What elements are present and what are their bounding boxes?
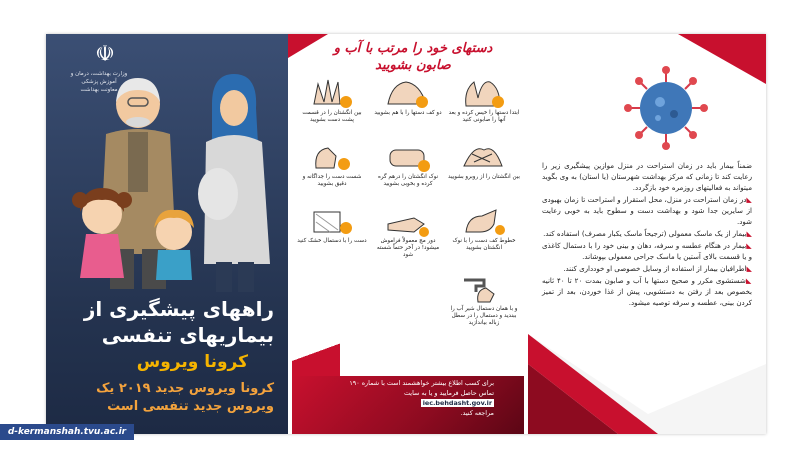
step-text: شست دست را جداگانه و دقیق بشویید: [302, 174, 362, 187]
close-tap-icon: [460, 272, 506, 306]
step-2: [372, 76, 444, 138]
handwashing-panel: [288, 34, 528, 434]
handwashing-title: دستهای خود را مرتب با آب و صابون بشویید: [333, 41, 493, 73]
step-text: ابتدا دستها را خیس کرده و بعد آنها را صابونی کنید: [448, 110, 520, 123]
iran-emblem-icon: ☫: [95, 42, 115, 67]
tip-4: اطرافیان بیمار از استفاده از وسایل خصوصی او خودداری کنند.: [563, 264, 747, 273]
step-3: [296, 76, 368, 138]
headline: راههای پیشگیری از بیماریهای تنفسی: [83, 297, 274, 347]
coronavirus-icon: [624, 66, 708, 150]
step-text: نوک انگشتان را درهم گره کرده و بخوبی بشویید: [377, 174, 439, 187]
thumb-wash-icon: [308, 140, 354, 174]
tip-2: بیمار از یک ماسک معمولی (ترجیحاً ماسک یکبار مصرف) استفاده کند.: [543, 229, 747, 238]
step-1: [448, 76, 520, 138]
step-text: و با همان دستمال شیر آب را ببندید و دستمال را در سطل زباله بیاندازید: [450, 306, 518, 326]
bullet-icon: ◣: [746, 229, 752, 238]
cover-panel: [46, 34, 288, 434]
palms-icon: [384, 76, 430, 110]
tip-0: ضمناً بیمار باید در زمان استراحت در منزل موازین پیشگیری زیر را رعایت کند تا زمانی که مرکز بهداشت شهرستان (یا استان) به وی بگوید میتواند به فعالیتهای روزمره خود بازگردد.: [542, 161, 752, 192]
step-text: دست را با دستمال خشک کنید: [297, 238, 367, 244]
step-text: خطوط کف دست را با نوک انگشتان بشویید: [452, 238, 516, 251]
step-8: [372, 204, 444, 266]
tip-5: شستشوی مکرر و صحیح دستها با آب و صابون بمدت ۲۰ تا ۴۰ ثانیه بخصوص بعد از رفتن به دستشویی، پیش از غذا خوردن، بعد از تمیز کردن بینی، عطسه و سرفه توصیه میشود.: [542, 276, 752, 307]
step-5: [372, 140, 444, 202]
tip-1: در زمان استراحت در منزل، محل استقرار و استراحت تا زمان بهبودی از سایرین جدا شود و بهداشت دست و سطوح باید به خوبی رعایت شود.: [542, 195, 752, 226]
website-link[interactable]: iec.behdasht.gov.ir: [422, 399, 492, 407]
family-illustration: [66, 64, 276, 294]
contact-line-2: تماس حاصل فرمایید و یا به سایت: [404, 389, 494, 397]
step-10: [448, 272, 524, 334]
bullet-icon: ◣: [745, 276, 752, 285]
step-4: [448, 140, 520, 202]
bullet-icon: ◣: [746, 195, 752, 204]
back-of-hand-icon: [308, 76, 354, 110]
bullet-icon: ◣: [746, 264, 752, 273]
step-text: دو کف دستها را با هم بشویید: [374, 110, 442, 116]
corona-title: کرونا ویروس: [136, 352, 248, 372]
step-6: [296, 140, 368, 202]
contact-box: [292, 376, 524, 434]
source-url-strip[interactable]: d-kermanshah.tvu.ac.ir: [0, 424, 134, 440]
towel-dry-icon: [308, 204, 354, 238]
step-text: بین انگشتان را در قسمت پشت دست بشویید: [302, 110, 362, 123]
bullet-icon: ◣: [746, 241, 752, 250]
ministry-name: وزارت بهداشت، درمان و آموزش پزشکی معاونت بهداشت: [70, 71, 128, 93]
wet-hands-icon: [460, 76, 506, 110]
brochure: [46, 34, 766, 434]
step-7: [448, 204, 520, 266]
contact-line-3: مراجعه کنید.: [460, 409, 494, 417]
contact-info: [334, 378, 494, 418]
wrist-wash-icon: [384, 204, 430, 238]
subline: کرونا ویروس جدید ۲۰۱۹ یک ویروس جدید تنفسی است: [96, 381, 274, 414]
fingertips-icon: [460, 204, 506, 238]
contact-line-1: برای کسب اطلاع بیشتر خواهشمند است با شماره ۱۹۰: [349, 379, 494, 387]
patient-care-panel: [528, 34, 766, 434]
step-text: بین انگشتان را از روبرو بشویید: [448, 174, 520, 180]
care-tips: [542, 160, 752, 309]
step-9: [296, 204, 368, 266]
step-text: دور مچ معمولاً فراموش میشود! در آخر حتماً شسته شود: [376, 238, 440, 258]
locked-fingers-icon: [384, 140, 430, 174]
interlaced-fingers-icon: [460, 140, 506, 174]
tip-3: بیمار در هنگام عطسه و سرفه، دهان و بینی خود را با دستمال کاغذی و یا قسمت بالای آستین یا ماسک جراحی معمولی بپوشاند.: [542, 241, 752, 261]
